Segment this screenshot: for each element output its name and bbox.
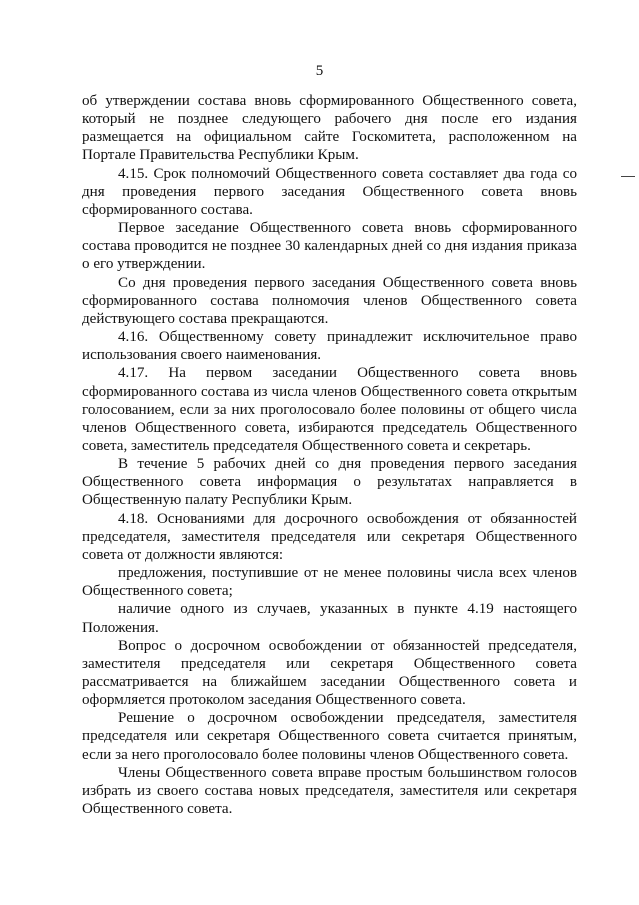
paragraph: Вопрос о досрочном освобождении от обязанностей председателя, заместителя председателя или секретаря Общественного совета рассматривается на ближайшем заседании Общественного совета и оформляется протоколом заседания Общественного совета.	[82, 637, 577, 709]
paragraph: Решение о досрочном освобождении председателя, заместителя председателя или секретаря Общественного совета считается принятым, если за него проголосовало более половины членов Общественного совета.	[82, 710, 577, 763]
paragraph: Со дня проведения первого заседания Общественного совета вновь сформированного состава полномочия членов Общественного совета действующего состава прекращаются.	[82, 274, 577, 327]
margin-dash-mark	[621, 176, 635, 177]
paragraph: предложения, поступившие от не менее половины числа всех членов Общественного совета;	[82, 565, 577, 600]
page-number: 5	[315, 63, 324, 79]
paragraph: 4.18. Основаниями для досрочного освобождения от обязанностей председателя, заместителя председателя или секретаря Общественного совета от должности являются:	[82, 510, 577, 563]
paragraph: Первое заседание Общественного совета вновь сформированного состава проводится не позднее 30 календарных дней со дня издания приказа о его утверждении.	[82, 220, 577, 273]
paragraph: об утверждении состава вновь сформированного Общественного совета, который не позднее следующего рабочего дня после его издания размещается на официальном сайте Госкомитета, расположенном на Портале Правительства Республики Крым.	[82, 93, 577, 164]
paragraph: В течение 5 рабочих дней со дня проведения первого заседания Общественного совета информация о результатах направляется в Общественную палату Республики Крым.	[82, 456, 577, 509]
paragraph: 4.17. На первом заседании Общественного совета вновь сформированного состава из числа членов Общественного совета открытым голосованием, если за них проголосовало более половины от общего числа членов Общественного совета, избираются председатель Общественного совета, заместитель председателя Общественного совета и секретарь.	[82, 365, 577, 454]
paragraph: наличие одного из случаев, указанных в пункте 4.19 настоящего Положения.	[82, 601, 577, 636]
paragraph: 4.15. Срок полномочий Общественного совета составляет два года со дня проведения первого заседания Общественного совета вновь сформированного состава.	[82, 165, 577, 218]
paragraph: Члены Общественного совета вправе простым большинством голосов избрать из своего состава новых председателя, заместителя или секретаря Общественного совета.	[82, 764, 577, 818]
body-text	[82, 92, 577, 818]
paragraph: 4.16. Общественному совету принадлежит исключительное право использования своего наименования.	[82, 329, 577, 364]
